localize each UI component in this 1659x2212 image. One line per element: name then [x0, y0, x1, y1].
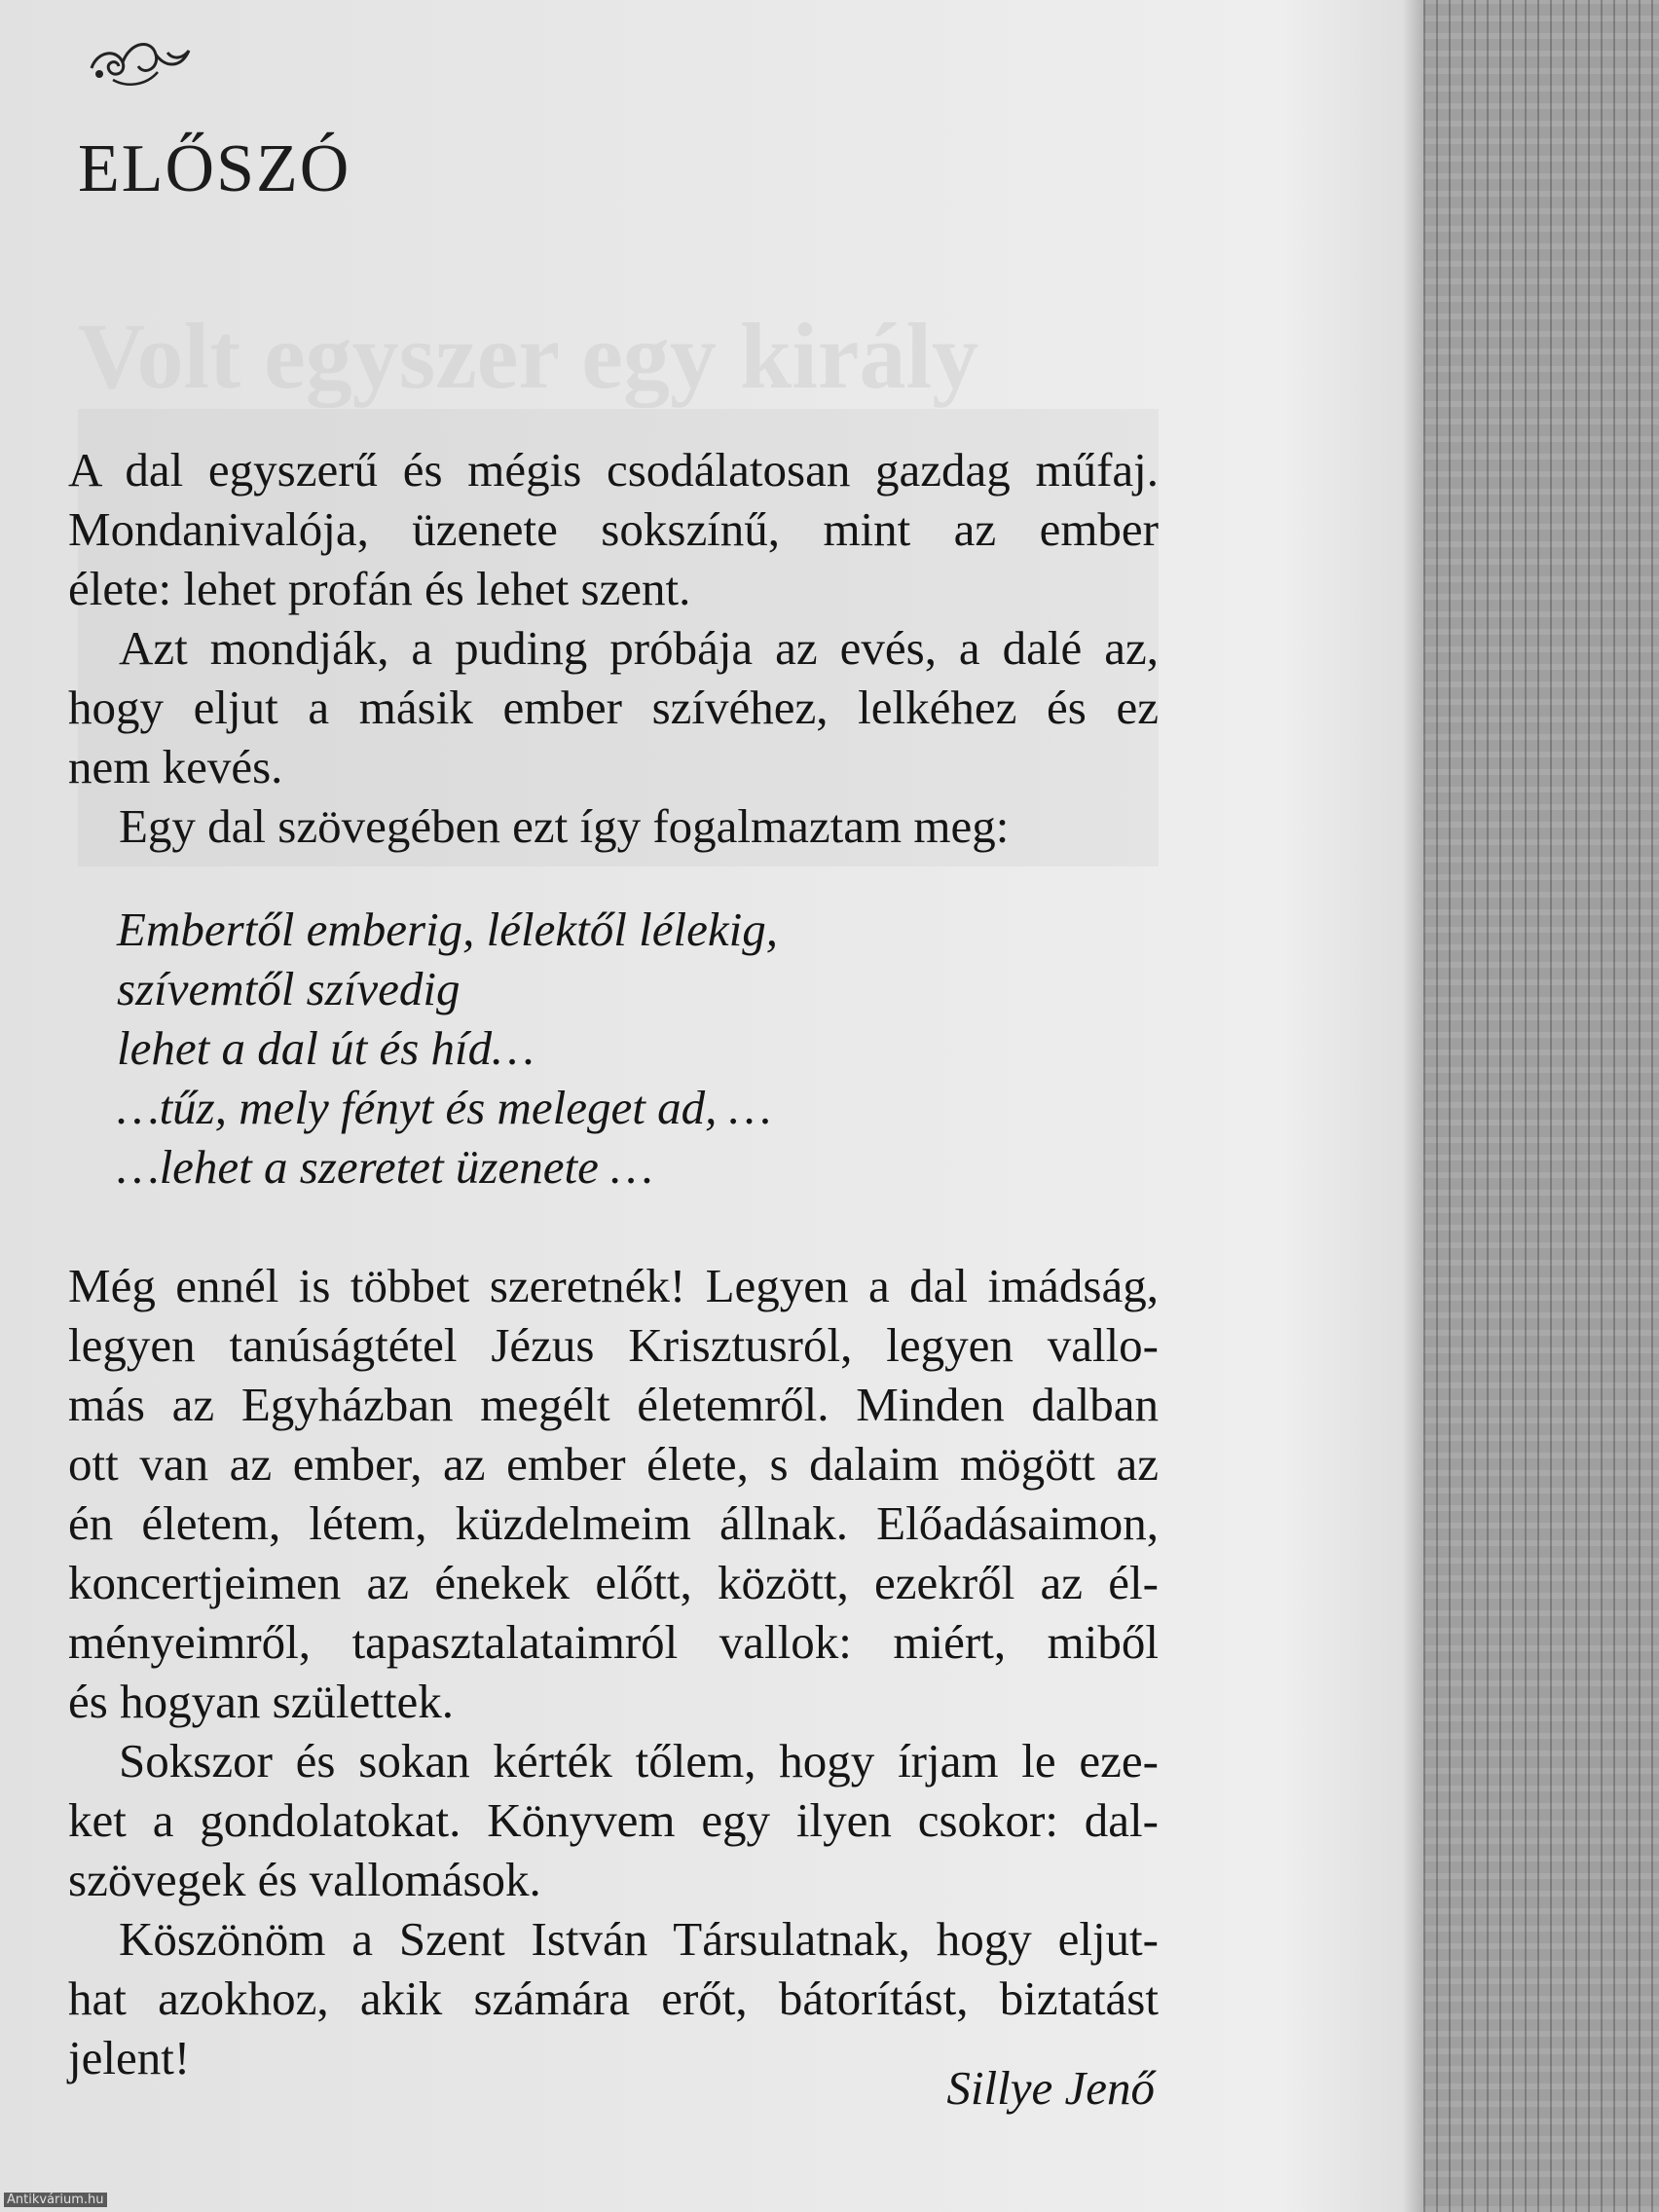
text-line: jelent!: [68, 2031, 191, 2084]
page-edge-shadow: [1402, 0, 1423, 2212]
text-line: Mondanivalója, üzenete sokszínű, mint az ember: [68, 502, 1159, 556]
intro-paragraph: [68, 440, 1159, 856]
text-line: Egy dal szövegében ezt így fogalmaztam meg:: [119, 799, 1010, 853]
poem-line: lehet a dal út és híd…: [117, 1021, 535, 1075]
text-line: hogy eljut a másik ember szívéhez, lelkéhez és ez: [68, 681, 1159, 734]
text-line: élete: lehet profán és lehet szent.: [68, 562, 691, 615]
main-paragraph: [68, 1256, 1159, 2087]
text-line: Sokszor és sokan kérték tőlem, hogy írjam le eze-: [119, 1734, 1159, 1788]
ornament-flourish-icon: [84, 29, 193, 93]
text-line: ményeimről, tapasztalataimról vallok: miért, miből: [68, 1615, 1159, 1669]
poem-quote: [117, 900, 778, 1197]
page-title: ELŐSZÓ: [78, 131, 351, 206]
poem-line: …lehet a szeretet üzenete …: [117, 1140, 653, 1194]
watermark: Antikvárium.hu: [4, 2193, 107, 2207]
text-line: én életem, létem, küzdelmeim állnak. Előadásaimon,: [68, 1496, 1159, 1550]
text-line: szövegek és vallomások.: [68, 1853, 541, 1906]
text-line: ott van az ember, az ember élete, s dalaim mögött az: [68, 1437, 1159, 1491]
text-line: koncertjeimen az énekek előtt, között, ezekről az él-: [68, 1556, 1159, 1609]
text-line: Még ennél is többet szeretnék! Legyen a dal imádság,: [68, 1259, 1159, 1312]
background-surface: [1423, 0, 1659, 2212]
text-line: ket a gondolatokat. Könyvem egy ilyen csokor: dal-: [68, 1793, 1159, 1847]
text-line: Köszönöm a Szent István Társulatnak, hogy eljut-: [119, 1912, 1159, 1966]
poem-line: …tűz, mely fényt és meleget ad, …: [117, 1081, 772, 1134]
text-line: A dal egyszerű és mégis csodálatosan gazdag műfaj.: [68, 443, 1159, 497]
text-line: Azt mondják, a puding próbája az evés, a dalé az,: [119, 621, 1159, 675]
poem-line: Embertől emberig, lélektől lélekig,: [117, 903, 778, 956]
poem-line: szívemtől szívedig: [117, 962, 461, 1015]
text-line: és hogyan születtek.: [68, 1675, 454, 1728]
author-signature: Sillye Jenő: [946, 2061, 1155, 2115]
text-line: legyen tanúságtétel Jézus Krisztusról, legyen vallo-: [68, 1318, 1159, 1372]
text-line: nem kevés.: [68, 740, 283, 793]
text-line: hat azokhoz, akik számára erőt, bátorítást, biztatást: [68, 1972, 1159, 2025]
text-line: más az Egyházban megélt életemről. Minden dalban: [68, 1378, 1159, 1431]
bleed-through-title: Volt egyszer egy király: [78, 304, 979, 408]
